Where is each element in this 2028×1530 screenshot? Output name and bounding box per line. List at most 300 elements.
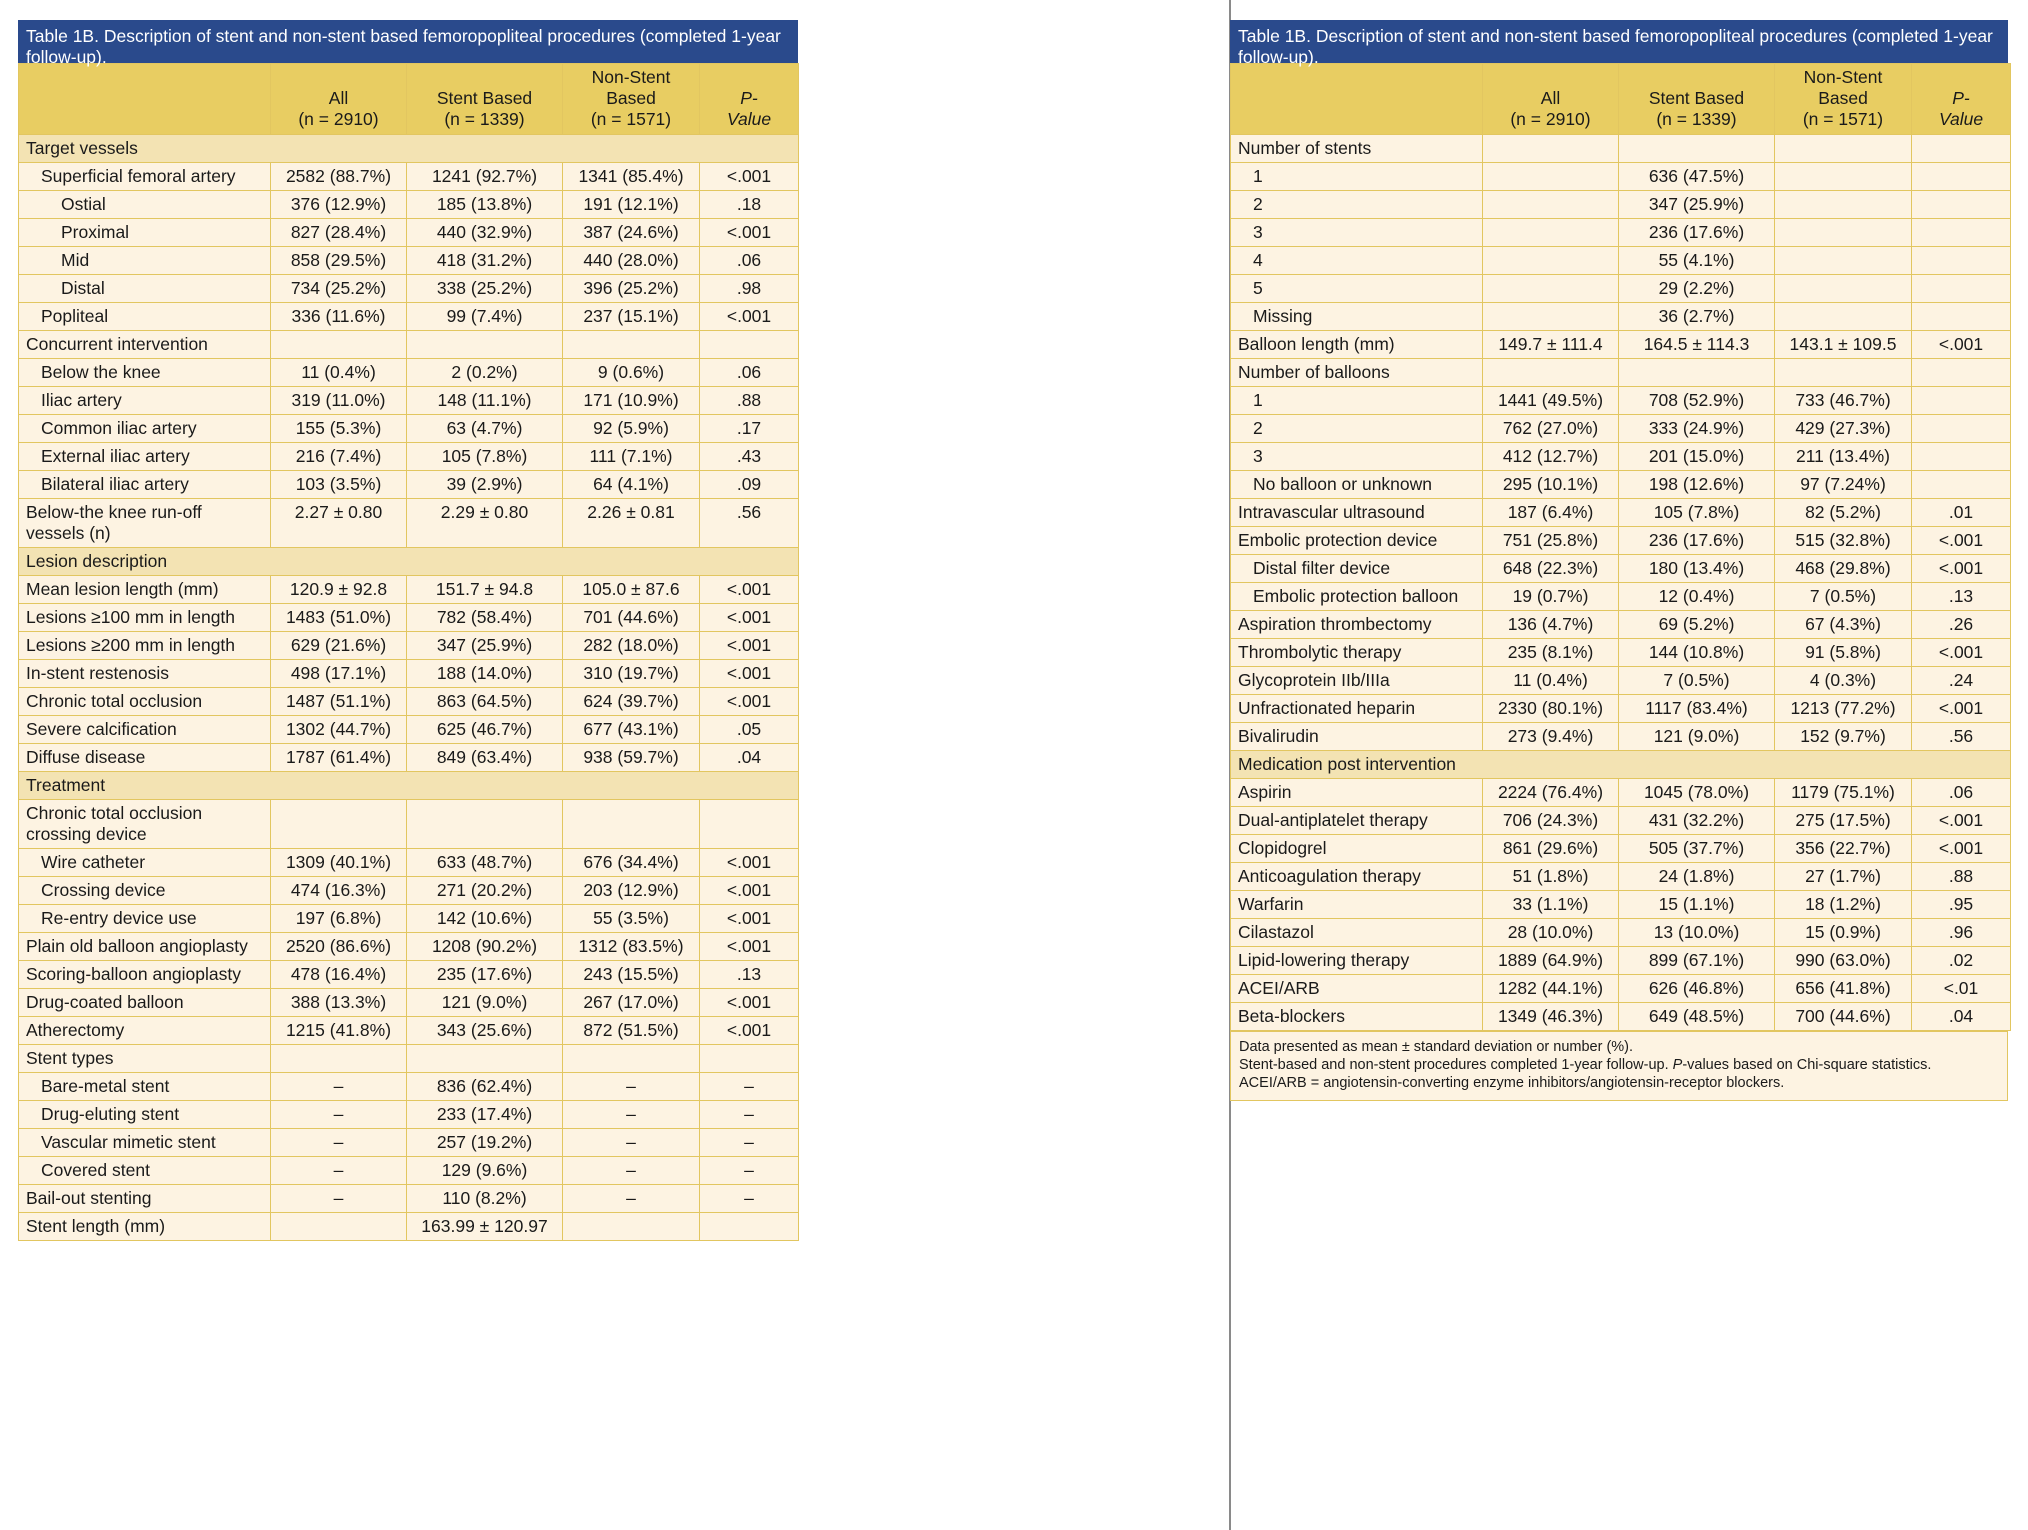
cell-stent-based: 849 (63.4%) [407, 744, 563, 772]
cell-non-stent-based: 97 (7.24%) [1775, 471, 1912, 499]
cell-all [1483, 135, 1619, 163]
row-label: Concurrent intervention [19, 331, 271, 359]
row-label: Diffuse disease [19, 744, 271, 772]
cell-stent-based: 338 (25.2%) [407, 275, 563, 303]
cell-p-value [1912, 275, 2011, 303]
cell-stent-based: 15 (1.1%) [1619, 891, 1775, 919]
cell-all: 33 (1.1%) [1483, 891, 1619, 919]
cell-all: 1282 (44.1%) [1483, 975, 1619, 1003]
table-row [19, 191, 799, 219]
cell-stent-based: 105 (7.8%) [407, 443, 563, 471]
table-row [19, 163, 799, 191]
cell-non-stent-based: 468 (29.8%) [1775, 555, 1912, 583]
footnote-line-2-b: -values based on Chi-square statistics. ACEI/ARB = angiotensin-converting enzyme inhibitors/angiotensin-receptor blockers. [1239, 1057, 1932, 1091]
row-label: Aspiration thrombectomy [1231, 611, 1483, 639]
section-header-row [19, 548, 799, 576]
cell-stent-based: 636 (47.5%) [1619, 163, 1775, 191]
left-header-row [19, 64, 799, 135]
cell-non-stent-based: 356 (22.7%) [1775, 835, 1912, 863]
row-label: No balloon or unknown [1231, 471, 1483, 499]
cell-all: 2224 (76.4%) [1483, 779, 1619, 807]
table-row [19, 1129, 799, 1157]
cell-p-value: <.001 [1912, 835, 2011, 863]
cell-non-stent-based: 105.0 ± 87.6 [563, 576, 700, 604]
cell-all: 155 (5.3%) [271, 415, 407, 443]
cell-non-stent-based: 515 (32.8%) [1775, 527, 1912, 555]
table-row [19, 849, 799, 877]
cell-non-stent-based: 938 (59.7%) [563, 744, 700, 772]
cell-stent-based: 505 (37.7%) [1619, 835, 1775, 863]
cell-non-stent-based [563, 1213, 700, 1241]
cell-non-stent-based: 387 (24.6%) [563, 219, 700, 247]
cell-non-stent-based [563, 331, 700, 359]
cell-non-stent-based [1775, 303, 1912, 331]
table-row [19, 415, 799, 443]
cell-all: 1787 (61.4%) [271, 744, 407, 772]
cell-non-stent-based: 396 (25.2%) [563, 275, 700, 303]
table-row [19, 471, 799, 499]
row-label: External iliac artery [19, 443, 271, 471]
cell-stent-based: 782 (58.4%) [407, 604, 563, 632]
cell-non-stent-based [1775, 135, 1912, 163]
cell-p-value: .17 [700, 415, 799, 443]
cell-non-stent-based: 733 (46.7%) [1775, 387, 1912, 415]
cell-all: 751 (25.8%) [1483, 527, 1619, 555]
row-label: In-stent restenosis [19, 660, 271, 688]
cell-p-value: <.001 [1912, 331, 2011, 359]
row-label: Unfractionated heparin [1231, 695, 1483, 723]
cell-stent-based: 235 (17.6%) [407, 961, 563, 989]
cell-stent-based: 148 (11.1%) [407, 387, 563, 415]
table-row [19, 1157, 799, 1185]
table-row [1231, 723, 2011, 751]
cell-all: 1487 (51.1%) [271, 688, 407, 716]
cell-p-value: .26 [1912, 611, 2011, 639]
cell-stent-based: 7 (0.5%) [1619, 667, 1775, 695]
table-row [1231, 947, 2011, 975]
cell-non-stent-based: 191 (12.1%) [563, 191, 700, 219]
cell-non-stent-based: 624 (39.7%) [563, 688, 700, 716]
cell-all: 1349 (46.3%) [1483, 1003, 1619, 1031]
table-row [1231, 667, 2011, 695]
section-header-row [19, 135, 799, 163]
row-label: Stent types [19, 1045, 271, 1073]
cell-p-value: .95 [1912, 891, 2011, 919]
row-label: 4 [1231, 247, 1483, 275]
table-row [1231, 807, 2011, 835]
table-row [19, 660, 799, 688]
cell-non-stent-based: 1213 (77.2%) [1775, 695, 1912, 723]
cell-stent-based: 24 (1.8%) [1619, 863, 1775, 891]
table-row [1231, 135, 2011, 163]
right-table-panel [1230, 20, 2008, 1101]
table-row [19, 1045, 799, 1073]
cell-non-stent-based: 267 (17.0%) [563, 989, 700, 1017]
row-label: 1 [1231, 163, 1483, 191]
cell-non-stent-based: 237 (15.1%) [563, 303, 700, 331]
cell-p-value: .06 [1912, 779, 2011, 807]
header-p-value-label: P- Value [1938, 88, 1984, 129]
row-label: Warfarin [1231, 891, 1483, 919]
cell-p-value: <.001 [700, 688, 799, 716]
table-row [1231, 387, 2011, 415]
header-p-value-label: P- Value [726, 88, 772, 129]
cell-p-value: <.001 [1912, 807, 2011, 835]
row-label: Clopidogrel [1231, 835, 1483, 863]
cell-p-value: .06 [700, 247, 799, 275]
cell-all: 187 (6.4%) [1483, 499, 1619, 527]
cell-p-value: .09 [700, 471, 799, 499]
header-non-stent-label: Non-Stent Based (n = 1571) [1802, 67, 1884, 129]
row-label: Balloon length (mm) [1231, 331, 1483, 359]
cell-all [271, 800, 407, 849]
cell-all: 103 (3.5%) [271, 471, 407, 499]
cell-all: 336 (11.6%) [271, 303, 407, 331]
cell-non-stent-based: 92 (5.9%) [563, 415, 700, 443]
cell-all: 2520 (86.6%) [271, 933, 407, 961]
cell-non-stent-based [1775, 219, 1912, 247]
cell-non-stent-based [563, 800, 700, 849]
cell-p-value: <.001 [700, 905, 799, 933]
header-non-stent-based [1775, 64, 1912, 135]
table-row [19, 275, 799, 303]
cell-non-stent-based [1775, 275, 1912, 303]
cell-non-stent-based: – [563, 1129, 700, 1157]
cell-stent-based: 440 (32.9%) [407, 219, 563, 247]
cell-stent-based: 151.7 ± 94.8 [407, 576, 563, 604]
row-label: Stent length (mm) [19, 1213, 271, 1241]
row-label: Distal [19, 275, 271, 303]
row-label: Cilastazol [1231, 919, 1483, 947]
table-row [1231, 527, 2011, 555]
cell-non-stent-based: 18 (1.2%) [1775, 891, 1912, 919]
cell-all: 1309 (40.1%) [271, 849, 407, 877]
cell-p-value: .13 [700, 961, 799, 989]
cell-non-stent-based: 700 (44.6%) [1775, 1003, 1912, 1031]
cell-stent-based: 188 (14.0%) [407, 660, 563, 688]
cell-all: 376 (12.9%) [271, 191, 407, 219]
header-stent-label: Stent Based (n = 1339) [436, 88, 533, 129]
cell-stent-based: 163.99 ± 120.97 [407, 1213, 563, 1241]
table-row [1231, 331, 2011, 359]
cell-stent-based: 2.29 ± 0.80 [407, 499, 563, 548]
footnote-line-2 [1239, 1056, 1999, 1092]
cell-all: 295 (10.1%) [1483, 471, 1619, 499]
right-table-title: Table 1B. Description of stent and non-stent based femoropopliteal procedures (completed 1-year follow-up). [1230, 20, 2008, 63]
table-row [19, 933, 799, 961]
cell-stent-based: 625 (46.7%) [407, 716, 563, 744]
cell-p-value [1912, 163, 2011, 191]
row-label: Wire catheter [19, 849, 271, 877]
cell-stent-based: 69 (5.2%) [1619, 611, 1775, 639]
cell-stent-based: 1241 (92.7%) [407, 163, 563, 191]
cell-stent-based: 55 (4.1%) [1619, 247, 1775, 275]
cell-all: 235 (8.1%) [1483, 639, 1619, 667]
row-label: ACEI/ARB [1231, 975, 1483, 1003]
cell-stent-based: 180 (13.4%) [1619, 555, 1775, 583]
cell-p-value: .02 [1912, 947, 2011, 975]
row-label: Plain old balloon angioplasty [19, 933, 271, 961]
table-row [19, 443, 799, 471]
cell-non-stent-based: – [563, 1073, 700, 1101]
cell-non-stent-based: 243 (15.5%) [563, 961, 700, 989]
table-row [1231, 975, 2011, 1003]
cell-non-stent-based: 1179 (75.1%) [1775, 779, 1912, 807]
cell-stent-based: 99 (7.4%) [407, 303, 563, 331]
cell-p-value: <.001 [1912, 639, 2011, 667]
table-row [1231, 415, 2011, 443]
cell-all: 648 (22.3%) [1483, 555, 1619, 583]
cell-p-value [1912, 135, 2011, 163]
left-table-title: Table 1B. Description of stent and non-stent based femoropopliteal procedures (completed 1-year follow-up). [18, 20, 798, 63]
cell-all: 1441 (49.5%) [1483, 387, 1619, 415]
table-footnote [1230, 1031, 2008, 1101]
header-non-stent-based [563, 64, 700, 135]
cell-stent-based: 708 (52.9%) [1619, 387, 1775, 415]
cell-all: – [271, 1185, 407, 1213]
cell-stent-based: 347 (25.9%) [407, 632, 563, 660]
cell-p-value: <.001 [700, 989, 799, 1017]
cell-all [1483, 359, 1619, 387]
cell-stent-based: 2 (0.2%) [407, 359, 563, 387]
row-label: Superficial femoral artery [19, 163, 271, 191]
row-label: Distal filter device [1231, 555, 1483, 583]
cell-stent-based: 863 (64.5%) [407, 688, 563, 716]
cell-p-value: <.001 [1912, 555, 2011, 583]
cell-p-value: .56 [700, 499, 799, 548]
cell-p-value: – [700, 1185, 799, 1213]
row-label: Lesions ≥200 mm in length [19, 632, 271, 660]
table-row [19, 303, 799, 331]
cell-all [1483, 219, 1619, 247]
cell-all: 11 (0.4%) [1483, 667, 1619, 695]
cell-stent-based: 198 (12.6%) [1619, 471, 1775, 499]
cell-stent-based: 110 (8.2%) [407, 1185, 563, 1213]
cell-stent-based [407, 331, 563, 359]
cell-non-stent-based: 203 (12.9%) [563, 877, 700, 905]
row-label: Below the knee [19, 359, 271, 387]
row-label: Atherectomy [19, 1017, 271, 1045]
cell-all: 120.9 ± 92.8 [271, 576, 407, 604]
cell-all: 861 (29.6%) [1483, 835, 1619, 863]
cell-non-stent-based: 990 (63.0%) [1775, 947, 1912, 975]
table-row [19, 961, 799, 989]
cell-stent-based: 649 (48.5%) [1619, 1003, 1775, 1031]
cell-all: 149.7 ± 111.4 [1483, 331, 1619, 359]
cell-p-value [700, 800, 799, 849]
row-label: 3 [1231, 219, 1483, 247]
row-label: Intravascular ultrasound [1231, 499, 1483, 527]
cell-all: 19 (0.7%) [1483, 583, 1619, 611]
cell-p-value: <.001 [700, 219, 799, 247]
row-label: Number of stents [1231, 135, 1483, 163]
cell-non-stent-based [1775, 247, 1912, 275]
left-data-table [18, 63, 799, 1241]
cell-all: 1302 (44.7%) [271, 716, 407, 744]
header-non-stent-label: Non-Stent Based (n = 1571) [590, 67, 672, 129]
row-label: Mean lesion length (mm) [19, 576, 271, 604]
cell-all: 2582 (88.7%) [271, 163, 407, 191]
cell-stent-based: 626 (46.8%) [1619, 975, 1775, 1003]
cell-all: 28 (10.0%) [1483, 919, 1619, 947]
cell-non-stent-based: – [563, 1101, 700, 1129]
cell-stent-based: 142 (10.6%) [407, 905, 563, 933]
table-row [1231, 359, 2011, 387]
row-label: Drug-coated balloon [19, 989, 271, 1017]
cell-p-value: .98 [700, 275, 799, 303]
row-label: 2 [1231, 415, 1483, 443]
cell-stent-based: 164.5 ± 114.3 [1619, 331, 1775, 359]
cell-all: 629 (21.6%) [271, 632, 407, 660]
cell-all: 827 (28.4%) [271, 219, 407, 247]
footnote-p-italic: P [1672, 1057, 1683, 1073]
cell-non-stent-based: 64 (4.1%) [563, 471, 700, 499]
cell-stent-based: 257 (19.2%) [407, 1129, 563, 1157]
header-all-label: All (n = 2910) [298, 88, 379, 129]
cell-stent-based: 347 (25.9%) [1619, 191, 1775, 219]
cell-stent-based: 13 (10.0%) [1619, 919, 1775, 947]
table-row [1231, 891, 2011, 919]
row-label: Chronic total occlusion [19, 688, 271, 716]
cell-all: 216 (7.4%) [271, 443, 407, 471]
row-label: Embolic protection balloon [1231, 583, 1483, 611]
row-label: Proximal [19, 219, 271, 247]
row-label: Number of balloons [1231, 359, 1483, 387]
cell-all: – [271, 1073, 407, 1101]
cell-all [1483, 163, 1619, 191]
cell-p-value: .06 [700, 359, 799, 387]
cell-non-stent-based: 152 (9.7%) [1775, 723, 1912, 751]
cell-stent-based: 105 (7.8%) [1619, 499, 1775, 527]
cell-stent-based: 39 (2.9%) [407, 471, 563, 499]
header-blank [1231, 64, 1483, 135]
cell-all: 136 (4.7%) [1483, 611, 1619, 639]
cell-all [271, 331, 407, 359]
row-label: Chronic total occlusion crossing device [19, 800, 271, 849]
row-label: 2 [1231, 191, 1483, 219]
cell-all: 498 (17.1%) [271, 660, 407, 688]
header-blank [19, 64, 271, 135]
cell-p-value [700, 1045, 799, 1073]
cell-stent-based: 201 (15.0%) [1619, 443, 1775, 471]
cell-stent-based: 899 (67.1%) [1619, 947, 1775, 975]
row-label: Below-the knee run-off vessels (n) [19, 499, 271, 548]
cell-non-stent-based: 310 (19.7%) [563, 660, 700, 688]
table-row [1231, 499, 2011, 527]
cell-stent-based: 36 (2.7%) [1619, 303, 1775, 331]
cell-stent-based: 63 (4.7%) [407, 415, 563, 443]
cell-non-stent-based: 1312 (83.5%) [563, 933, 700, 961]
cell-p-value: .18 [700, 191, 799, 219]
section-header-row [1231, 751, 2011, 779]
cell-non-stent-based: 275 (17.5%) [1775, 807, 1912, 835]
table-row [19, 499, 799, 548]
cell-p-value: .96 [1912, 919, 2011, 947]
row-label: 1 [1231, 387, 1483, 415]
cell-all: 1889 (64.9%) [1483, 947, 1619, 975]
table-row [1231, 275, 2011, 303]
header-p-value [700, 64, 799, 135]
row-label: Glycoprotein IIb/IIIa [1231, 667, 1483, 695]
cell-p-value: <.001 [700, 660, 799, 688]
cell-all: 11 (0.4%) [271, 359, 407, 387]
cell-p-value [1912, 247, 2011, 275]
table-row [19, 387, 799, 415]
cell-p-value: <.001 [700, 849, 799, 877]
row-label: Crossing device [19, 877, 271, 905]
cell-non-stent-based: 9 (0.6%) [563, 359, 700, 387]
table-row [1231, 1003, 2011, 1031]
cell-all: 858 (29.5%) [271, 247, 407, 275]
cell-all: 388 (13.3%) [271, 989, 407, 1017]
table-row [1231, 219, 2011, 247]
cell-p-value: .43 [700, 443, 799, 471]
row-label: Scoring-balloon angioplasty [19, 961, 271, 989]
cell-non-stent-based: 282 (18.0%) [563, 632, 700, 660]
row-label: Bilateral iliac artery [19, 471, 271, 499]
row-label: Popliteal [19, 303, 271, 331]
header-all-label: All (n = 2910) [1510, 88, 1591, 129]
cell-non-stent-based: 27 (1.7%) [1775, 863, 1912, 891]
cell-stent-based: 129 (9.6%) [407, 1157, 563, 1185]
row-label: Bare-metal stent [19, 1073, 271, 1101]
cell-all: 412 (12.7%) [1483, 443, 1619, 471]
cell-stent-based: 233 (17.4%) [407, 1101, 563, 1129]
cell-non-stent-based: 67 (4.3%) [1775, 611, 1912, 639]
cell-stent-based: 144 (10.8%) [1619, 639, 1775, 667]
row-label: Thrombolytic therapy [1231, 639, 1483, 667]
cell-p-value: <.001 [700, 933, 799, 961]
section-label: Target vessels [19, 135, 799, 163]
cell-stent-based [1619, 359, 1775, 387]
cell-stent-based: 836 (62.4%) [407, 1073, 563, 1101]
cell-non-stent-based: 701 (44.6%) [563, 604, 700, 632]
right-header-row [1231, 64, 2011, 135]
table-row [19, 359, 799, 387]
cell-all [271, 1213, 407, 1241]
cell-non-stent-based: 7 (0.5%) [1775, 583, 1912, 611]
table-row [19, 247, 799, 275]
row-label: Covered stent [19, 1157, 271, 1185]
header-all [1483, 64, 1619, 135]
cell-non-stent-based: 82 (5.2%) [1775, 499, 1912, 527]
cell-stent-based: 236 (17.6%) [1619, 527, 1775, 555]
cell-stent-based: 185 (13.8%) [407, 191, 563, 219]
cell-all: 762 (27.0%) [1483, 415, 1619, 443]
cell-non-stent-based: 211 (13.4%) [1775, 443, 1912, 471]
cell-stent-based: 343 (25.6%) [407, 1017, 563, 1045]
table-row [19, 1213, 799, 1241]
table-row [1231, 163, 2011, 191]
cell-stent-based: 431 (32.2%) [1619, 807, 1775, 835]
cell-p-value: .24 [1912, 667, 2011, 695]
cell-non-stent-based: 4 (0.3%) [1775, 667, 1912, 695]
cell-non-stent-based: 429 (27.3%) [1775, 415, 1912, 443]
cell-all: – [271, 1157, 407, 1185]
table-row [1231, 835, 2011, 863]
cell-stent-based: 633 (48.7%) [407, 849, 563, 877]
cell-non-stent-based: 1341 (85.4%) [563, 163, 700, 191]
cell-p-value: <.001 [1912, 527, 2011, 555]
cell-stent-based [407, 800, 563, 849]
row-label: Vascular mimetic stent [19, 1129, 271, 1157]
cell-non-stent-based: 55 (3.5%) [563, 905, 700, 933]
cell-non-stent-based [563, 1045, 700, 1073]
row-label: 3 [1231, 443, 1483, 471]
cell-p-value [700, 1213, 799, 1241]
cell-p-value [1912, 359, 2011, 387]
cell-p-value: .88 [700, 387, 799, 415]
